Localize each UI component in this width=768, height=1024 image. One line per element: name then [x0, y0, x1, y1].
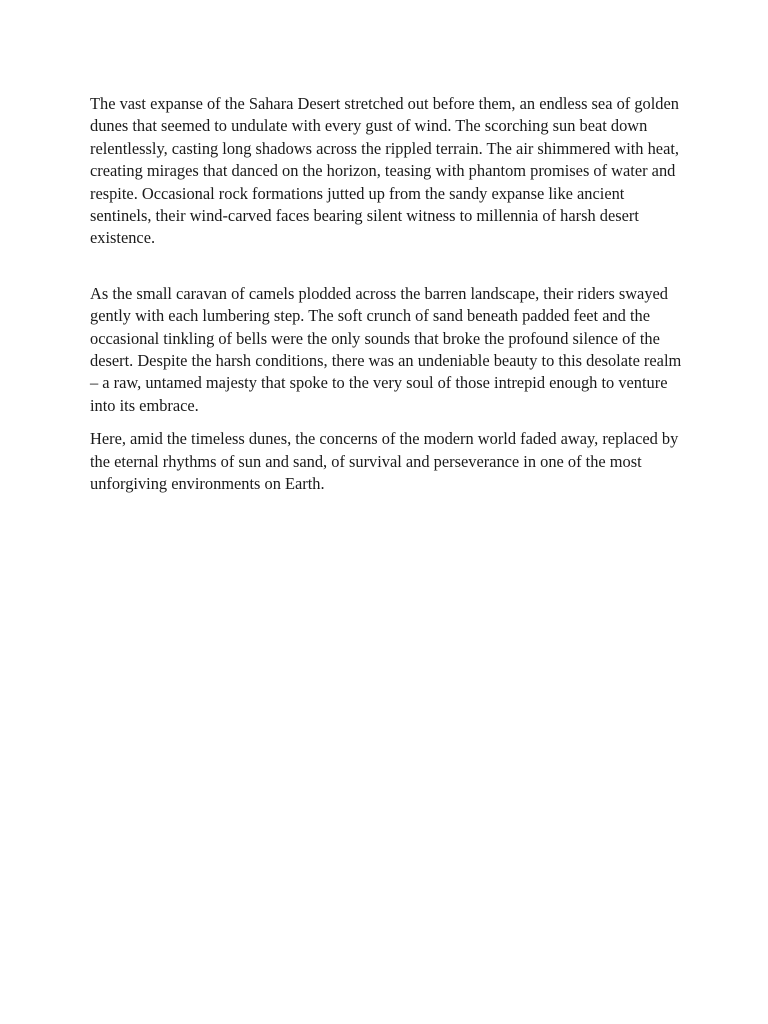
paragraph-2: As the small caravan of camels plodded across the barren landscape, their riders swayed gently with each lumbering step. The soft crunch of sand beneath padded feet and the occasional tinkling of bells were the only sounds that broke the profound silence of the desert. Despite the harsh conditions, there was an undeniable beauty to this desolate realm – a raw, untamed majesty that spoke to the very soul of those intrepid enough to venture into its embrace. — [90, 283, 682, 415]
paragraph-3: Here, amid the timeless dunes, the concerns of the modern world faded away, replaced by the eternal rhythms of sun and sand, of survival and perseverance in one of the most unforgiving environments on Earth. — [90, 429, 679, 494]
document-body — [90, 93, 686, 496]
paragraph-1: The vast expanse of the Sahara Desert stretched out before them, an endless sea of golden dunes that seemed to undulate with every gust of wind. The scorching sun beat down relentlessly, casting long shadows across the rippled terrain. The air shimmered with heat, creating mirages that danced on the horizon, teasing with phantom promises of water and respite. Occasional rock formations jutted up from the sandy expanse like ancient sentinels, their wind-carved faces bearing silent witness to millennia of harsh desert existence. — [90, 94, 679, 248]
